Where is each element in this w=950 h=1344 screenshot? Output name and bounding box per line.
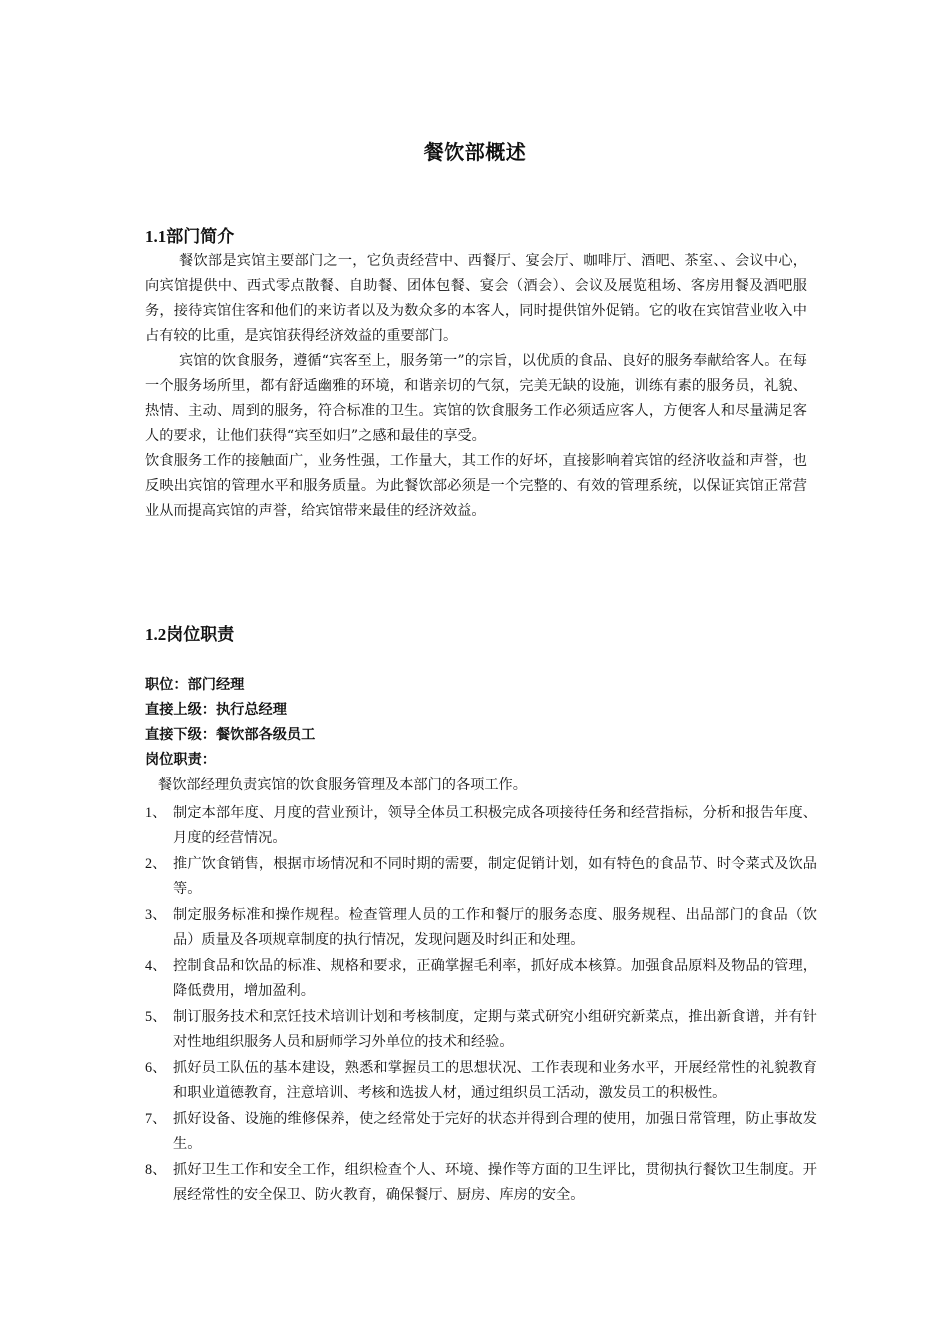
duty-text: 抓好设备、设施的维修保养，使之经常处于完好的状态并得到合理的使用，加强日常管理，防止事故发生。 <box>173 1111 817 1152</box>
duty-item <box>145 852 817 901</box>
department-intro-body <box>145 249 807 524</box>
duty-number: 4、 <box>145 958 167 974</box>
intro-paragraph-2: 宾馆的饮食服务，遵循“宾客至上，服务第一”的宗旨，以优质的食品、良好的服务奉献给客人。在每一个服务场所里，都有舒适幽雅的环境，和谐亲切的气氛，完美无缺的设施，训练有素的服务员，礼貌、热情、主动、周到的服务，符合标准的卫生。宾馆的饮食服务工作必须适应客人，方便客人和尽量满足客人的要求，让他们获得“宾至如归”之感和最佳的享受。 <box>145 353 807 444</box>
duty-text: 推广饮食销售，根据市场情况和不同时期的需要，制定促销计划，如有特色的食品节、时令菜式及饮品等。 <box>173 856 817 897</box>
duty-item <box>145 1158 817 1207</box>
duty-text: 控制食品和饮品的标准、规格和要求，正确掌握毛利率，抓好成本核算。加强食品原料及物品的管理，降低费用，增加盈利。 <box>173 958 817 999</box>
duty-number: 1、 <box>145 805 167 821</box>
intro-paragraph-3: 饮食服务工作的接触面广，业务性强，工作量大，其工作的好坏，直接影响着宾馆的经济收益和声誉，也反映出宾馆的管理水平和服务质量。为此餐饮部必须是一个完整的、有效的管理系统，以保证宾馆正常营业从而提高宾馆的声誉，给宾馆带来最佳的经济效益。 <box>145 453 807 519</box>
subordinate-field: 直接下级：餐饮部各级员工 <box>145 727 316 743</box>
duty-text: 抓好卫生工作和安全工作，组织检查个人、环境、操作等方面的卫生评比，贯彻执行餐饮卫生制度。开展经常性的安全保卫、防火教育，确保餐厅、厨房、库房的安全。 <box>173 1162 817 1203</box>
duty-item <box>145 1107 817 1156</box>
duty-list <box>145 801 817 1209</box>
duty-item <box>145 1005 817 1054</box>
intro-paragraph-1: 餐饮部是宾馆主要部门之一，它负责经营中、西餐厅、宴会厅、咖啡厅、酒吧、茶室、、会议中心，向宾馆提供中、西式零点散餐、自助餐、团体包餐、宴会（酒会）、会议及展览租场、客房用餐及酒吧服务，接待宾馆住客和他们的来访者以及为数众多的本客人，同时提供馆外促销。它的收在宾馆营业收入中占有较的比重，是宾馆获得经济效益的重要部门。 <box>145 253 807 344</box>
section-heading-department-intro <box>145 226 234 248</box>
document-title: 餐饮部概述 <box>423 140 527 164</box>
section-title: 岗位职责 <box>166 625 235 645</box>
duty-number: 8、 <box>145 1162 167 1178</box>
duty-number: 7、 <box>145 1111 167 1127</box>
section-title: 部门简介 <box>166 227 235 247</box>
section-heading-job-duties <box>145 624 234 646</box>
duties-intro: 餐饮部经理负责宾馆的饮食服务管理及本部门的各项工作。 <box>158 777 527 793</box>
duty-item <box>145 1056 817 1105</box>
duties-label: 岗位职责： <box>145 752 216 768</box>
duty-number: 6、 <box>145 1060 167 1076</box>
duty-number: 3、 <box>145 907 167 923</box>
duty-text: 制定本部年度、月度的营业预计，领导全体员工积极完成各项接待任务和经营指标，分析和报告年度、月度的经营情况。 <box>173 805 817 846</box>
section-number: 1.1 <box>145 227 167 246</box>
duty-item <box>145 801 817 850</box>
duty-item <box>145 954 817 1003</box>
duty-text: 制定服务标准和操作规程。检查管理人员的工作和餐厅的服务态度、服务规程、出品部门的食品（饮品）质量及各项规章制度的执行情况，发现问题及时纠正和处理。 <box>173 907 817 948</box>
superior-field: 直接上级：执行总经理 <box>145 702 287 718</box>
section-number: 1.2 <box>145 625 167 644</box>
duty-item <box>145 903 817 952</box>
duty-text: 制订服务技术和烹饪技术培训计划和考核制度，定期与菜式研究小组研究新菜点，推出新食谱，并有针对性地组织服务人员和厨师学习外单位的技术和经验。 <box>173 1009 817 1050</box>
duty-text: 抓好员工队伍的基本建设，熟悉和掌握员工的思想状况、工作表现和业务水平，开展经常性的礼貌教育和职业道德教育，注意培训、考核和选拔人材，通过组织员工活动，激发员工的积极性。 <box>173 1060 817 1101</box>
duty-number: 2、 <box>145 856 167 872</box>
duty-number: 5、 <box>145 1009 167 1025</box>
position-field: 职位：部门经理 <box>145 677 245 693</box>
